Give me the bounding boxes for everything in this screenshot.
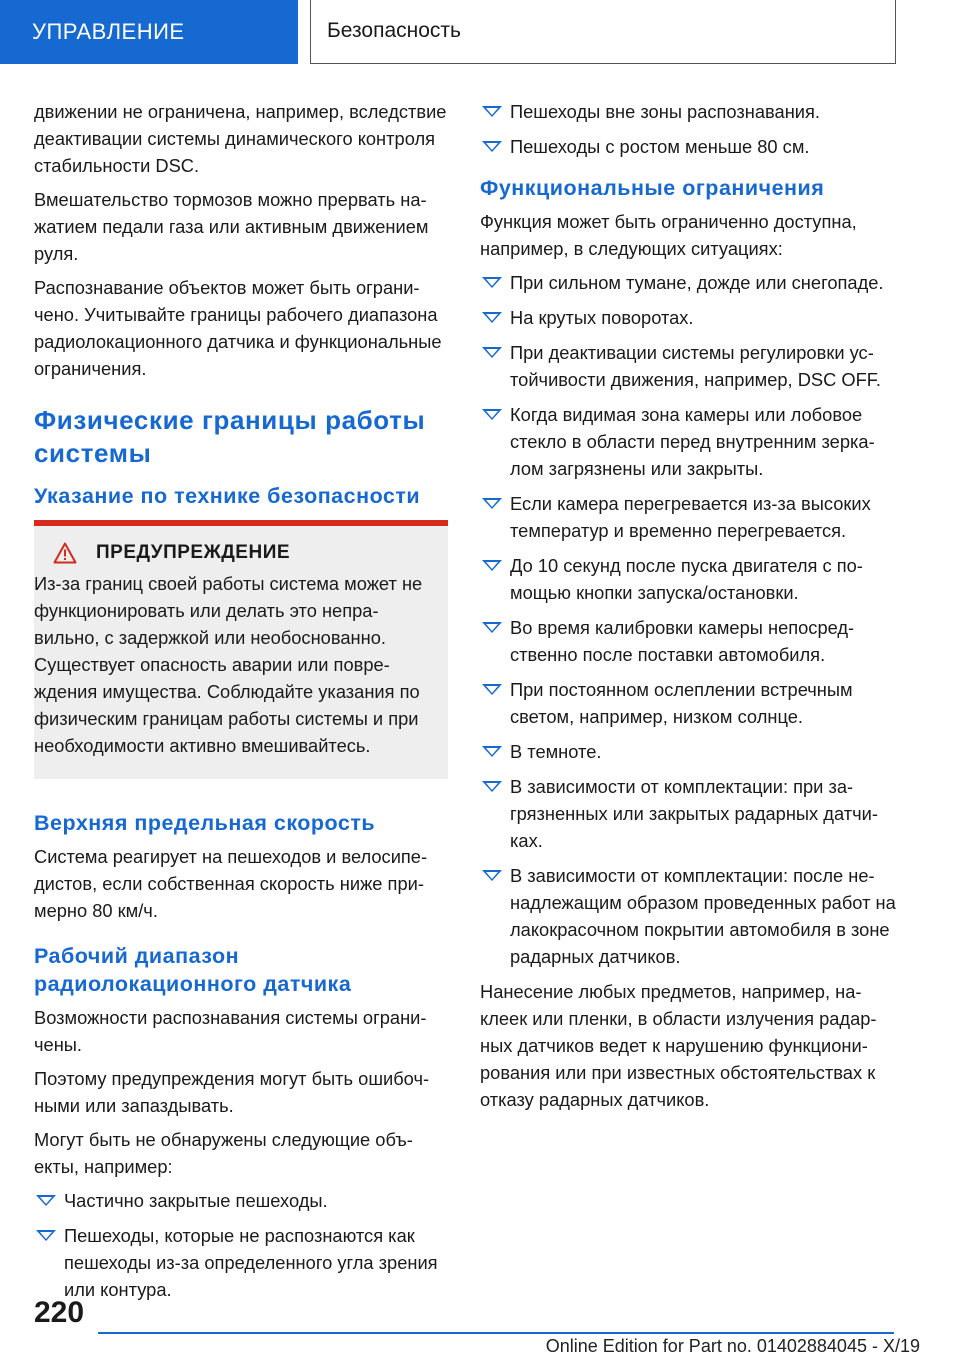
bullet-arrow-icon: [482, 560, 502, 571]
list-item: Во время калибровки камеры непосредственно после поставки автомобиля.: [480, 614, 900, 668]
list-item: Пешеходы вне зоны распознавания.: [480, 98, 900, 125]
heading-radar-range: Рабочий диапазон радиолокационного датчика: [34, 944, 352, 996]
list-item: При постоянном ослеплении встречным светом, например, низком солнце.: [480, 676, 900, 730]
list-item: На крутых поворотах.: [480, 304, 900, 331]
bullet-arrow-icon: [482, 622, 502, 633]
list-item: В темноте.: [480, 738, 900, 765]
chapter-header: Безопасность: [310, 0, 896, 64]
bullet-arrow-icon: [36, 1195, 56, 1206]
list-item: Частично закрытые пешеходы.: [34, 1187, 448, 1214]
bullet-arrow-icon: [482, 781, 502, 792]
bullet-arrow-icon: [482, 684, 502, 695]
bullet-arrow-icon: [482, 277, 502, 288]
list-item: Когда видимая зона камеры или лобовое стекло в области перед внутренним зеркалом загрязнены или закрыты.: [480, 401, 900, 482]
bullet-arrow-icon: [482, 498, 502, 509]
page-number: 220: [34, 1296, 85, 1329]
footer-edition: Online Edition for Part no. 01402884045 - X/19: [545, 1336, 920, 1356]
paragraph: Возможности распознавания системы ограничены.: [34, 1007, 427, 1055]
warning-triangle-icon: [34, 542, 96, 564]
list-item: Пешеходы, которые не распознаются как пешеходы из-за определенного угла зрения или контура.: [34, 1222, 448, 1303]
paragraph: Могут быть не обнаружены следующие объекты, например:: [34, 1129, 413, 1177]
left-column: [34, 98, 448, 1311]
warning-title: ПРЕДУПРЕЖДЕНИЕ: [96, 542, 291, 563]
bullet-arrow-icon: [36, 1230, 56, 1241]
warning-text: Из-за границ своей работы система может не функционировать или делать это неправильно, с задержкой или необоснованно. Существует опасность аварии или повреждения имущества. Соблюдайте указания по физическим границам работы системы и при необходимости активно вмешивайтесь.: [34, 573, 423, 756]
bullet-arrow-icon: [482, 409, 502, 420]
heading-speed-limit: Верхняя предельная скорость: [34, 811, 376, 835]
paragraph: Функция может быть ограниченно доступна, например, в следующих ситуациях:: [480, 211, 857, 259]
section-header: УПРАВЛЕНИЕ: [0, 0, 298, 64]
list-item: Если камера перегревается из-за высоких температур и временно перегревается.: [480, 490, 900, 544]
paragraph: движении не ограничена, например, вследствие деактивации системы динамического контроля стабильности DSC.: [34, 101, 447, 176]
list-item: Пешеходы с ростом меньше 80 см.: [480, 133, 900, 160]
heading-safety-note: Указание по технике безопасности: [34, 484, 421, 508]
footer-divider: [98, 1332, 894, 1334]
paragraph: Поэтому предупреждения могут быть ошибочными или запаздывать.: [34, 1068, 430, 1116]
bullet-list: [480, 98, 900, 160]
bullet-arrow-icon: [482, 312, 502, 323]
bullet-arrow-icon: [482, 347, 502, 358]
paragraph: Вмешательство тормозов можно прервать нажатием педали газа или активным движением руля.: [34, 189, 429, 264]
paragraph: Нанесение любых предметов, например, наклеек или пленки, в области излучения радарных датчиков ведет к нарушению функционирования или при известных обстоятельствах к отказу радарных датчиков.: [480, 981, 877, 1110]
paragraph: Система реагирует на пешеходов и велосипедистов, если собственная скорость ниже примерно 80 км/ч.: [34, 846, 428, 921]
bullet-arrow-icon: [482, 141, 502, 152]
list-item: До 10 секунд после пуска двигателя с помощью кнопки запуска/остановки.: [480, 552, 900, 606]
heading-system-limits: Физические границы работы системы: [34, 405, 426, 468]
warning-box: [34, 520, 448, 779]
bullet-arrow-icon: [482, 870, 502, 881]
list-item: В зависимости от комплектации: при загрязненных или закрытых радарных датчиках.: [480, 773, 900, 854]
list-item: При деактивации системы регулировки устойчивости движения, например, DSC OFF.: [480, 339, 900, 393]
bullet-list: [480, 269, 900, 970]
bullet-list: [34, 1187, 448, 1303]
heading-functional-limits: Функциональные ограничения: [480, 176, 825, 200]
bullet-arrow-icon: [482, 746, 502, 757]
paragraph: Распознавание объектов может быть ограничено. Учитывайте границы рабочего диапазона радиолокационного датчика и функциональные ограничения.: [34, 277, 442, 379]
right-column: [480, 98, 900, 1120]
list-item: При сильном тумане, дожде или снегопаде.: [480, 269, 900, 296]
list-item: В зависимости от комплектации: после ненадлежащим образом проведенных работ на лакокрасочном покрытии автомобиля в зоне радарных датчиков.: [480, 862, 900, 970]
bullet-arrow-icon: [482, 106, 502, 117]
